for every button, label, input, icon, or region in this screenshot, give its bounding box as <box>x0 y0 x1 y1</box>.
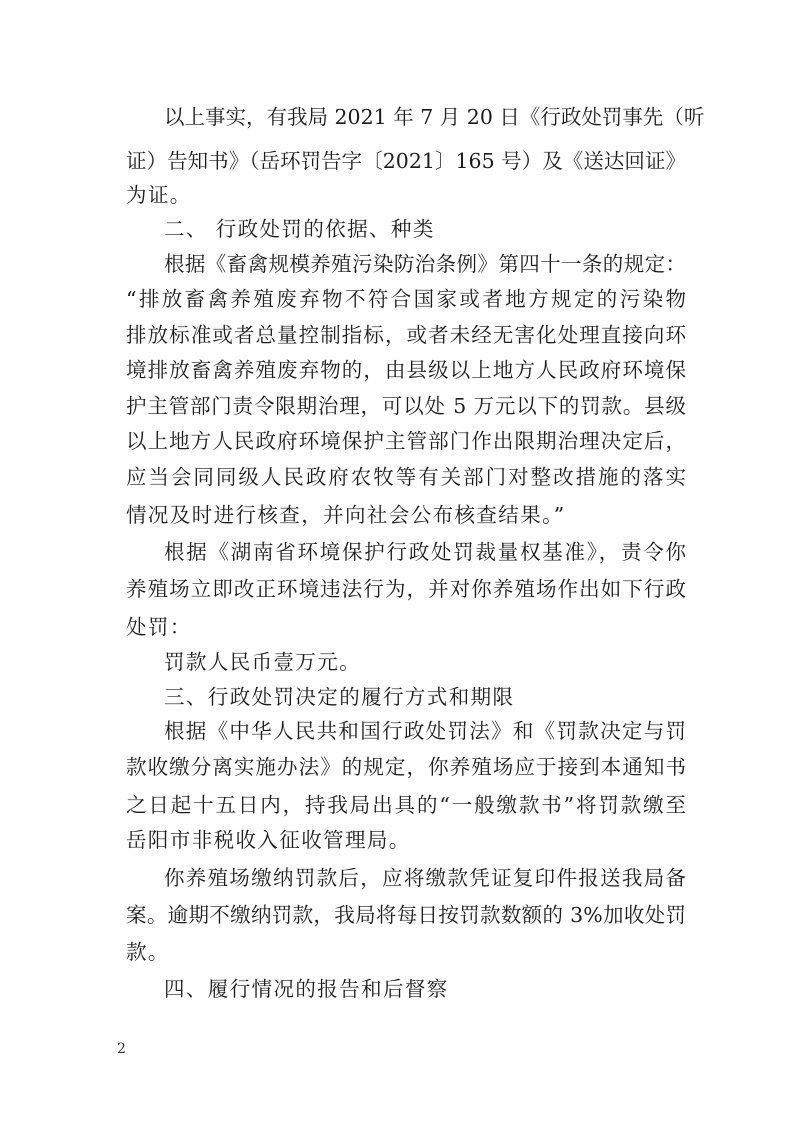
section-heading: 三、行政处罚决定的履行方式和期限 <box>164 685 515 709</box>
text-line: 养殖场立即改正环境违法行为，并对你养殖场作出如下行政 <box>126 577 686 601</box>
text-line: 罚款人民币壹万元。 <box>164 650 362 674</box>
section-heading: 四、履行情况的报告和后督察 <box>164 977 449 1001</box>
text-line: 岳阳市非税收入征收管理局。 <box>126 828 411 852</box>
section-heading: 二、 行政处罚的依据、种类 <box>164 217 435 241</box>
text-line: 证）告知书》（岳环罚告字〔2021〕165 号）及《送达回证》 <box>126 149 686 173</box>
text-line: 处罚： <box>126 615 192 639</box>
text-line: 应当会同同级人民政府农牧等有关部门对整改措施的落实 <box>126 465 686 489</box>
text-line: 护主管部门责令限期治理，可以处 5 万元以下的罚款。县级 <box>126 394 686 418</box>
text-line: 情况及时进行核查，并向社会公布核查结果。” <box>126 503 566 527</box>
text-line: “排放畜禽养殖废弃物不符合国家或者地方规定的污染物 <box>126 287 686 311</box>
text-line: 你养殖场缴纳罚款后，应将缴款凭证复印件报送我局备 <box>164 866 686 890</box>
text-line: 境排放畜禽养殖废弃物的，由县级以上地方人民政府环境保 <box>126 358 686 382</box>
page-number: 2 <box>117 1041 126 1057</box>
text-line: 以上地方人民政府环境保护主管部门作出限期治理决定后， <box>126 429 686 453</box>
text-line: 款收缴分离实施办法》的规定，你养殖场应于接到本通知书 <box>126 755 686 779</box>
text-line: 根据《畜禽规模养殖污染防治条例》第四十一条的规定： <box>164 252 686 276</box>
text-line: 之日起十五日内，持我局出具的“一般缴款书”将罚款缴至 <box>126 793 686 817</box>
text-line: 排放标准或者总量控制指标，或者未经无害化处理直接向环 <box>126 323 686 347</box>
text-line: 以上事实，有我局 2021 年 7 月 20 日《行政处罚事先（听 <box>164 105 705 129</box>
text-line: 款。 <box>126 940 170 964</box>
text-line: 根据《湖南省环境保护行政处罚裁量权基准》，责令你 <box>164 540 686 564</box>
text-line: 案。逾期不缴纳罚款，我局将每日按罚款数额的 3%加收处罚 <box>126 903 686 927</box>
text-line: 为证。 <box>126 183 192 207</box>
text-line: 根据《中华人民共和国行政处罚法》和《罚款决定与罚 <box>164 719 686 743</box>
